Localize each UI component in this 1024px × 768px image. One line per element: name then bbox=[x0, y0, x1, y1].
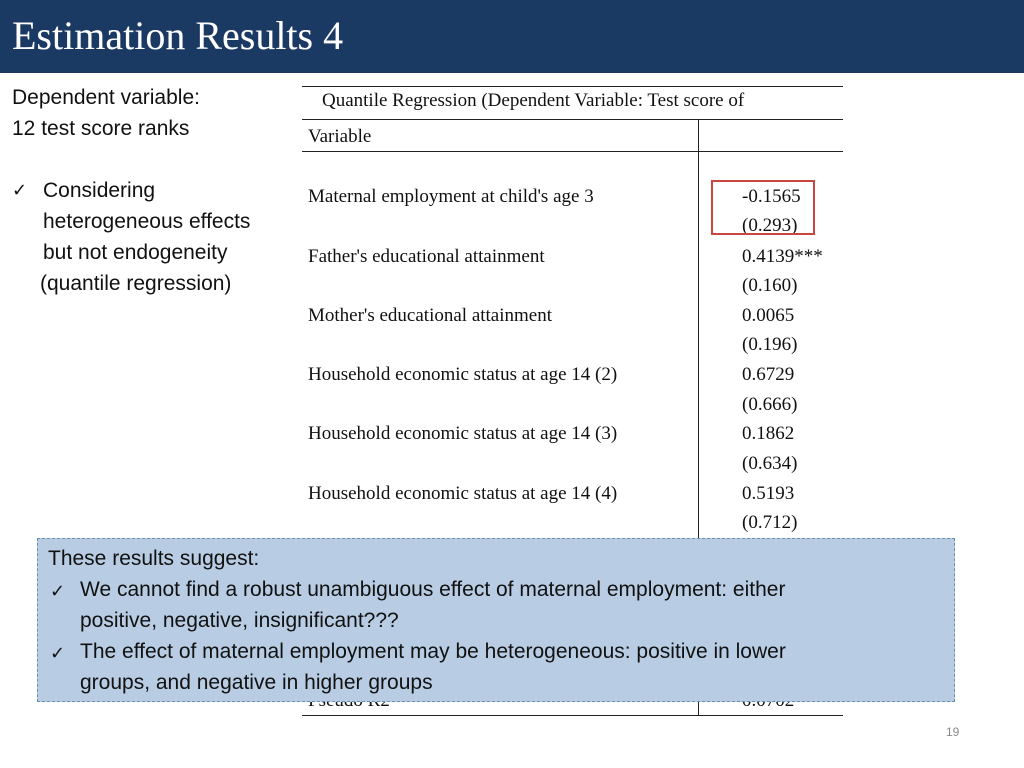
checkmark-icon: ✓ bbox=[50, 643, 66, 664]
note-bullet-line: groups, and negative in higher groups bbox=[80, 671, 433, 694]
slide-title: Estimation Results 4 bbox=[12, 13, 344, 58]
bullet-line: but not endogeneity bbox=[43, 241, 228, 264]
table-row-coef: 0.0065 bbox=[742, 305, 795, 326]
table-row-coef: 0.4139*** bbox=[742, 246, 823, 267]
table-caption: Quantile Regression (Dependent Variable: Test score of bbox=[322, 90, 745, 111]
note-bullet bbox=[48, 636, 944, 698]
note-bullet-line: positive, negative, insignificant??? bbox=[80, 609, 399, 632]
table-row-coef: 0.6729 bbox=[742, 364, 795, 385]
table-top-rule bbox=[302, 86, 843, 87]
note-intro: These results suggest: bbox=[48, 547, 260, 570]
note-bullet bbox=[48, 574, 944, 636]
table-row-label: Maternal employment at child's age 3 bbox=[308, 186, 594, 207]
table-row-se: (0.293) bbox=[742, 215, 798, 236]
conclusion-note bbox=[37, 538, 955, 702]
table-row-coef: -0.1565 bbox=[742, 186, 801, 207]
highlight-box bbox=[711, 180, 815, 235]
table-row-label: Household economic status at age 14 (3) bbox=[308, 423, 618, 444]
bullet-line: heterogeneous effects bbox=[43, 210, 251, 233]
table-row-label: Father's educational attainment bbox=[308, 246, 545, 267]
checkmark-icon: ✓ bbox=[12, 180, 28, 201]
dependent-variable-line1: Dependent variable: bbox=[12, 86, 200, 109]
bullet-line: (quantile regression) bbox=[40, 272, 232, 295]
table-row-label: Household economic status at age 14 (4) bbox=[308, 483, 618, 504]
table-row-se: (0.666) bbox=[742, 394, 798, 415]
header-rule bbox=[302, 151, 843, 152]
table-row-se: (0.712) bbox=[742, 512, 798, 533]
table-row-label: Mother's educational attainment bbox=[308, 305, 553, 326]
table-bottom-rule bbox=[302, 715, 843, 716]
method-bullet bbox=[12, 175, 292, 299]
title-bar bbox=[0, 0, 1024, 73]
table-row-se: (0.160) bbox=[742, 275, 798, 296]
note-bullet-line: The effect of maternal employment may be heterogeneous: positive in lower bbox=[80, 640, 786, 663]
dependent-variable-line2: 12 test score ranks bbox=[12, 117, 190, 140]
checkmark-icon: ✓ bbox=[50, 581, 66, 602]
bullet-line: Considering bbox=[43, 179, 156, 202]
table-row-label: Household economic status at age 14 (2) bbox=[308, 364, 618, 385]
page-number: 19 bbox=[946, 725, 960, 739]
table-row-coef: 0.5193 bbox=[742, 483, 795, 504]
left-panel bbox=[12, 82, 292, 299]
table-row-coef: 0.1862 bbox=[742, 423, 795, 444]
caption-rule bbox=[302, 119, 843, 120]
note-bullet-line: We cannot find a robust unambiguous effect of maternal employment: either bbox=[80, 578, 786, 601]
variable-header: Variable bbox=[308, 126, 372, 147]
table-row-se: (0.634) bbox=[742, 453, 798, 474]
table-row-se: (0.196) bbox=[742, 334, 798, 355]
